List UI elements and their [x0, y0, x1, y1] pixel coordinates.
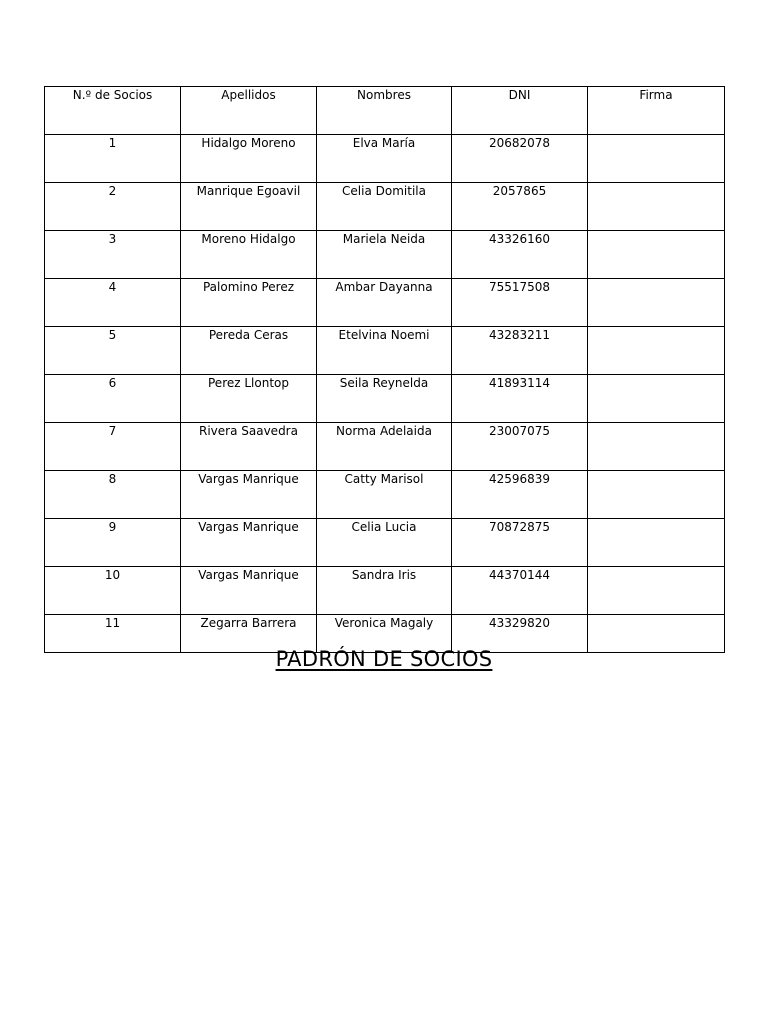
cell-names: Catty Marisol — [317, 471, 452, 519]
cell-signature — [588, 135, 725, 183]
cell-signature — [588, 327, 725, 375]
cell-surnames: Manrique Egoavil — [181, 183, 317, 231]
cell-signature — [588, 519, 725, 567]
table-row — [45, 279, 725, 327]
table-row — [45, 519, 725, 567]
cell-names: Celia Domitila — [317, 183, 452, 231]
cell-dni: 70872875 — [452, 519, 588, 567]
cell-surnames: Rivera Saavedra — [181, 423, 317, 471]
cell-surnames: Moreno Hidalgo — [181, 231, 317, 279]
cell-signature — [588, 567, 725, 615]
cell-member-number: 6 — [45, 375, 181, 423]
cell-signature — [588, 375, 725, 423]
cell-member-number: 8 — [45, 471, 181, 519]
table-header-row — [45, 87, 725, 135]
cell-surnames: Vargas Manrique — [181, 567, 317, 615]
cell-dni: 43329820 — [452, 615, 588, 653]
cell-surnames: Vargas Manrique — [181, 471, 317, 519]
cell-signature — [588, 423, 725, 471]
cell-dni: 42596839 — [452, 471, 588, 519]
cell-dni: 44370144 — [452, 567, 588, 615]
cell-member-number: 11 — [45, 615, 181, 653]
cell-member-number: 4 — [45, 279, 181, 327]
cell-surnames: Zegarra Barrera — [181, 615, 317, 653]
table-row — [45, 135, 725, 183]
cell-surnames: Perez Llontop — [181, 375, 317, 423]
table-row — [45, 231, 725, 279]
cell-member-number: 10 — [45, 567, 181, 615]
cell-names: Norma Adelaida — [317, 423, 452, 471]
cell-signature — [588, 279, 725, 327]
members-table — [44, 86, 725, 653]
header-signature: Firma — [588, 87, 725, 135]
cell-surnames: Vargas Manrique — [181, 519, 317, 567]
header-names: Nombres — [317, 87, 452, 135]
header-member-number: N.º de Socios — [45, 87, 181, 135]
cell-signature — [588, 471, 725, 519]
header-surnames: Apellidos — [181, 87, 317, 135]
cell-names: Elva María — [317, 135, 452, 183]
document-title: PADRÓN DE SOCIOS — [275, 647, 493, 671]
cell-dni: 2057865 — [452, 183, 588, 231]
cell-dni: 75517508 — [452, 279, 588, 327]
cell-dni: 20682078 — [452, 135, 588, 183]
cell-signature — [588, 231, 725, 279]
cell-member-number: 2 — [45, 183, 181, 231]
table-row — [45, 183, 725, 231]
table-row — [45, 471, 725, 519]
cell-dni: 43326160 — [452, 231, 588, 279]
cell-surnames: Pereda Ceras — [181, 327, 317, 375]
table-row — [45, 567, 725, 615]
cell-surnames: Hidalgo Moreno — [181, 135, 317, 183]
table-row — [45, 375, 725, 423]
cell-dni: 41893114 — [452, 375, 588, 423]
cell-names: Seila Reynelda — [317, 375, 452, 423]
cell-names: Ambar Dayanna — [317, 279, 452, 327]
cell-dni: 43283211 — [452, 327, 588, 375]
table-row — [45, 423, 725, 471]
cell-member-number: 9 — [45, 519, 181, 567]
cell-member-number: 1 — [45, 135, 181, 183]
cell-member-number: 5 — [45, 327, 181, 375]
cell-dni: 23007075 — [452, 423, 588, 471]
cell-member-number: 3 — [45, 231, 181, 279]
cell-names: Celia Lucia — [317, 519, 452, 567]
cell-names: Mariela Neida — [317, 231, 452, 279]
cell-member-number: 7 — [45, 423, 181, 471]
cell-signature — [588, 183, 725, 231]
cell-names: Etelvina Noemi — [317, 327, 452, 375]
cell-names: Veronica Magaly — [317, 615, 452, 653]
table-row — [45, 327, 725, 375]
cell-names: Sandra Iris — [317, 567, 452, 615]
header-dni: DNI — [452, 87, 588, 135]
cell-surnames: Palomino Perez — [181, 279, 317, 327]
